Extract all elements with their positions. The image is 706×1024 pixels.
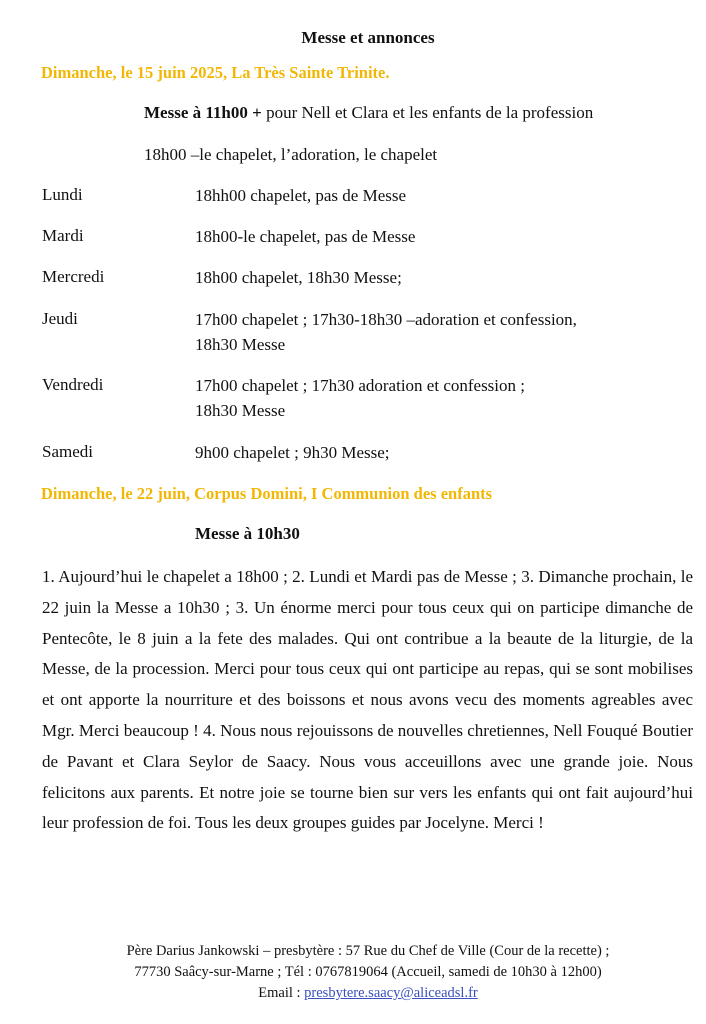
mass-time-june-22: Messe à 10h30 [195,524,300,543]
day-schedule-lundi: 18hh00 chapelet, pas de Messe [195,186,407,205]
mass-time-line [144,103,593,123]
evening-prayer-line: 18h00 –le chapelet, l’adoration, le chapelet [144,145,438,164]
day-schedule-line: 17h00 chapelet ; 17h30 adoration et confession ; [195,376,525,395]
day-schedule-line: 18h30 Messe [195,401,286,420]
day-label-lundi: Lundi [42,185,83,204]
day-label-jeudi: Jeudi [42,309,78,328]
footer-phone-line: 77730 Saâcy-sur-Marne ; Tél : 0767819064 (Accueil, samedi de 10h30 à 12h00) [134,964,602,980]
mass-time-bold: Messe à 11h00 + [144,103,262,122]
day-schedule-mardi: 18h00-le chapelet, pas de Messe [195,227,416,246]
day-label-samedi: Samedi [42,442,93,461]
email-label: Email : [258,985,305,1001]
day-label-vendredi: Vendredi [42,375,104,394]
day-schedule-mercredi: 18h00 chapelet, 18h30 Messe; [195,268,402,287]
day-schedule-line: 17h00 chapelet ; 17h30-18h30 –adoration et confession, [195,310,577,329]
email-link[interactable]: presbytere.saacy@aliceadsl.fr [304,985,478,1001]
footer-email-line [0,983,706,1004]
mass-intention: pour Nell et Clara et les enfants de la profession [261,103,594,122]
announcements-paragraph: 1. Aujourd’hui le chapelet a 18h00 ; 2. Lundi et Mardi pas de Messe ; 3. Dimanche prochain, le 22 juin la Messe a 10h30 ; 3. Un énorme merci pour tous ceux qui on participe dimanche de Pentecôte, le 8 juin a la fete des malades. Qui ont contribue a la beaute de la liturgie, de la Messe, de la procession. Merci pour tous ceux qui ont participe au repas, qui se sont mobilises et ont apporte la nourriture et des boissons et nous avons vecu des moments agreables avec Mgr. Merci beaucoup ! 4. Nous nous rejouissons de nouvelles chretiennes, Nell Fouqué Boutier de Pavant et Clara Seylor de Saacy. Nous vous acceuillons avec une grande joie. Nous felicitons aux parents. Et notre joie se tourne bien sur vers les enfants qui ont fait aujourd’hui leur profession de foi. Tous les deux groupes guides par Jocelyne. Merci ! [42,567,693,833]
day-schedule-samedi: 9h00 chapelet ; 9h30 Messe; [195,443,390,462]
day-label-mercredi: Mercredi [42,267,105,286]
day-schedule-line: 18h30 Messe [195,335,286,354]
footer-address-line: Père Darius Jankowski – presbytère : 57 Rue du Chef de Ville (Cour de la recette) ; [126,943,610,959]
footer-contact [0,941,706,1004]
day-schedule-jeudi [195,307,577,357]
sunday-heading-june-15: Dimanche, le 15 juin 2025, La Très Sainte Trinite. [41,63,390,82]
day-label-mardi: Mardi [42,226,84,245]
day-schedule-vendredi [195,373,525,423]
page-title: Messe et annonces [301,28,435,47]
sunday-heading-june-22: Dimanche, le 22 juin, Corpus Domini, I Communion des enfants [41,484,493,503]
